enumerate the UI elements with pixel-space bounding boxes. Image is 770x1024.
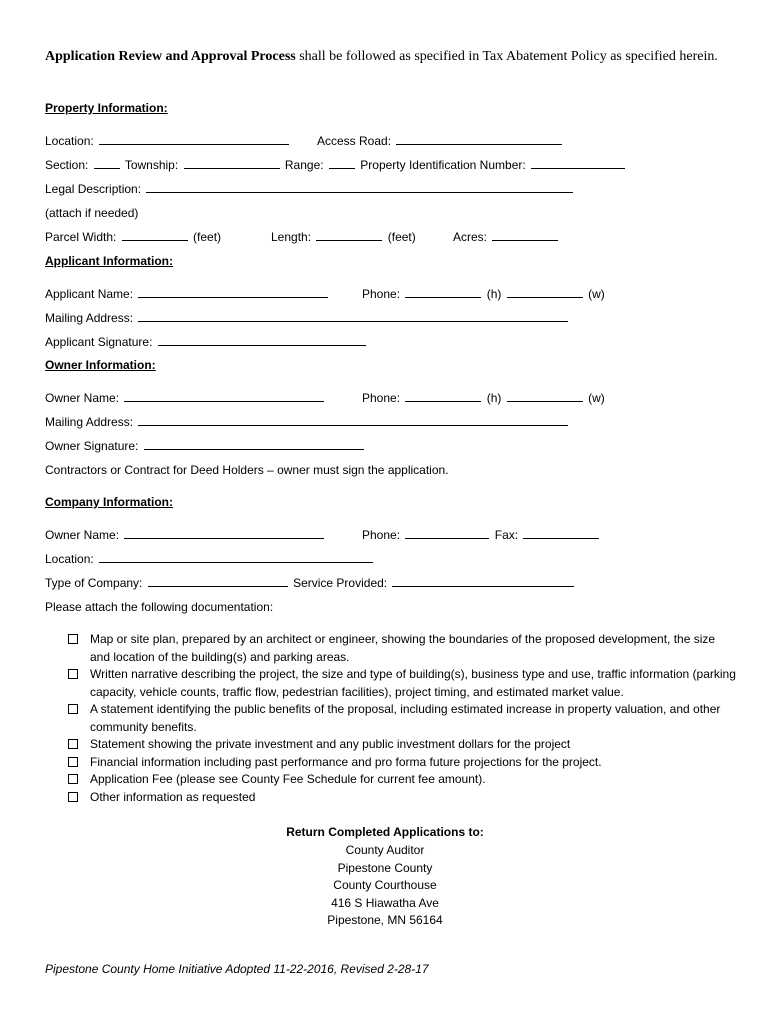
owner-name-row [45, 391, 326, 405]
company-type-label: Type of Company: [45, 576, 143, 590]
owner-phone-home-field[interactable] [405, 391, 481, 402]
checkbox[interactable] [68, 757, 78, 767]
checklist-item [68, 789, 738, 807]
company-location-field[interactable] [99, 552, 373, 563]
applicant-signature-label: Applicant Signature: [45, 335, 153, 349]
company-header: Company Information: [45, 495, 173, 509]
owner-phone-label: Phone: [362, 391, 401, 405]
owner-phone-work-field[interactable] [507, 391, 583, 402]
company-location-row [45, 552, 375, 566]
company-owner-row [45, 528, 326, 542]
checkbox[interactable] [68, 704, 78, 714]
checkbox[interactable] [68, 669, 78, 679]
applicant-phone-row [362, 287, 605, 301]
applicant-mailing-label: Mailing Address: [45, 311, 134, 325]
checklist-item [68, 736, 738, 754]
owner-name-label: Owner Name: [45, 391, 120, 405]
owner-signature-field[interactable] [144, 439, 364, 450]
intro-bold: Application Review and Approval Process [45, 49, 296, 64]
owner-header: Owner Information: [45, 358, 156, 372]
length-field[interactable] [316, 230, 382, 241]
owner-mailing-label: Mailing Address: [45, 415, 134, 429]
company-phone-row [362, 528, 601, 542]
owner-signature-row [45, 439, 366, 453]
applicant-home-label: (h) [486, 287, 502, 301]
owner-note: Contractors or Contract for Deed Holders – owner must sign the application. [45, 463, 449, 477]
intro-paragraph [45, 47, 725, 66]
checklist-item-text: Other information as requested [90, 789, 256, 804]
documentation-checklist [68, 631, 738, 806]
applicant-mailing-row [45, 311, 570, 325]
section-field[interactable] [94, 158, 120, 169]
company-phone-field[interactable] [405, 528, 489, 539]
checklist-item-text: A statement identifying the public benefits of the proposal, including estimated increase in property valuation, and other community benefits. [90, 702, 721, 734]
company-fax-field[interactable] [523, 528, 599, 539]
checklist-item-text: Map or site plan, prepared by an architect or engineer, showing the boundaries of the proposed development, the size and location of the building(s) and parking areas. [90, 632, 716, 664]
checkbox[interactable] [68, 634, 78, 644]
applicant-signature-field[interactable] [158, 335, 366, 346]
location-field[interactable] [99, 134, 289, 145]
applicant-header: Applicant Information: [45, 254, 173, 268]
applicant-phone-label: Phone: [362, 287, 401, 301]
parcel-width-label: Parcel Width: [45, 230, 117, 244]
township-field[interactable] [184, 158, 280, 169]
owner-name-field[interactable] [124, 391, 324, 402]
checklist-item [68, 771, 738, 789]
access-road-label: Access Road: [317, 134, 392, 148]
return-header: Return Completed Applications to: [286, 825, 484, 839]
range-field[interactable] [329, 158, 355, 169]
applicant-mailing-field[interactable] [138, 311, 568, 322]
service-field[interactable] [392, 576, 574, 587]
township-label: Township: [124, 158, 179, 172]
parcel-width-row [45, 230, 221, 244]
return-line-3: County Courthouse [333, 878, 437, 892]
legal-row [45, 182, 575, 196]
section-label: Section: [45, 158, 89, 172]
company-owner-label: Owner Name: [45, 528, 120, 542]
applicant-phone-home-field[interactable] [405, 287, 481, 298]
applicant-name-label: Applicant Name: [45, 287, 134, 301]
checklist-item-text: Statement showing the private investment and any public investment dollars for the project [90, 737, 571, 751]
feet-unit-1: (feet) [193, 230, 222, 244]
section-row [45, 158, 627, 172]
checklist-item-text: Financial information including past performance and pro forma future projections for the project. [90, 754, 602, 769]
length-row [271, 230, 416, 244]
owner-signature-label: Owner Signature: [45, 439, 139, 453]
location-label: Location: [45, 134, 94, 148]
company-owner-field[interactable] [124, 528, 324, 539]
length-label: Length: [271, 230, 312, 244]
footer-text: Pipestone County Home Initiative Adopted 11-22-2016, Revised 2-28-17 [45, 962, 429, 976]
applicant-signature-row [45, 335, 368, 349]
feet-unit-2: (feet) [387, 230, 416, 244]
owner-phone-row [362, 391, 605, 405]
applicant-name-row [45, 287, 330, 301]
service-label: Service Provided: [293, 576, 388, 590]
company-phone-label: Phone: [362, 528, 401, 542]
owner-mailing-field[interactable] [138, 415, 568, 426]
checkbox[interactable] [68, 792, 78, 802]
applicant-name-field[interactable] [138, 287, 328, 298]
legal-field[interactable] [146, 182, 573, 193]
checklist-item [68, 754, 738, 772]
acres-label: Acres: [453, 230, 488, 244]
return-line-4: 416 S Hiawatha Ave [331, 896, 439, 910]
access-road-row [317, 134, 564, 148]
applicant-phone-work-field[interactable] [507, 287, 583, 298]
return-line-2: Pipestone County [337, 861, 433, 875]
checklist-item [68, 701, 738, 736]
property-header: Property Information: [45, 101, 168, 115]
parcel-width-field[interactable] [122, 230, 188, 241]
return-line-1: County Auditor [345, 843, 425, 857]
pin-label: Property Identification Number: [360, 158, 526, 172]
checklist-item-text: Written narrative describing the project, the size and type of building(s), business type and use, traffic information (parking capacity, vehicle counts, traffic flow, pedestrian facilities), project timing, and estimated market value. [90, 667, 736, 699]
pin-field[interactable] [531, 158, 625, 169]
attach-note: (attach if needed) [45, 206, 139, 220]
owner-mailing-row [45, 415, 570, 429]
acres-row [453, 230, 560, 244]
company-type-field[interactable] [148, 576, 288, 587]
acres-field[interactable] [492, 230, 558, 241]
checklist-item-text: Application Fee (please see County Fee Schedule for current fee amount). [90, 772, 486, 786]
intro-rest: shall be followed as specified in Tax Abatement Policy as specified herein. [295, 49, 718, 64]
checklist-item [68, 631, 738, 666]
company-fax-label: Fax: [494, 528, 519, 542]
range-label: Range: [284, 158, 324, 172]
legal-label: Legal Description: [45, 182, 142, 196]
applicant-work-label: (w) [588, 287, 605, 301]
attach-docs-label: Please attach the following documentation: [45, 600, 274, 614]
checklist-item [68, 666, 738, 701]
checkbox[interactable] [68, 774, 78, 784]
checkbox[interactable] [68, 739, 78, 749]
company-type-row [45, 576, 576, 590]
return-line-5: Pipestone, MN 56164 [327, 913, 443, 927]
company-location-label: Location: [45, 552, 94, 566]
location-row [45, 134, 291, 148]
owner-home-label: (h) [486, 391, 502, 405]
access-road-field[interactable] [396, 134, 562, 145]
owner-work-label: (w) [588, 391, 605, 405]
